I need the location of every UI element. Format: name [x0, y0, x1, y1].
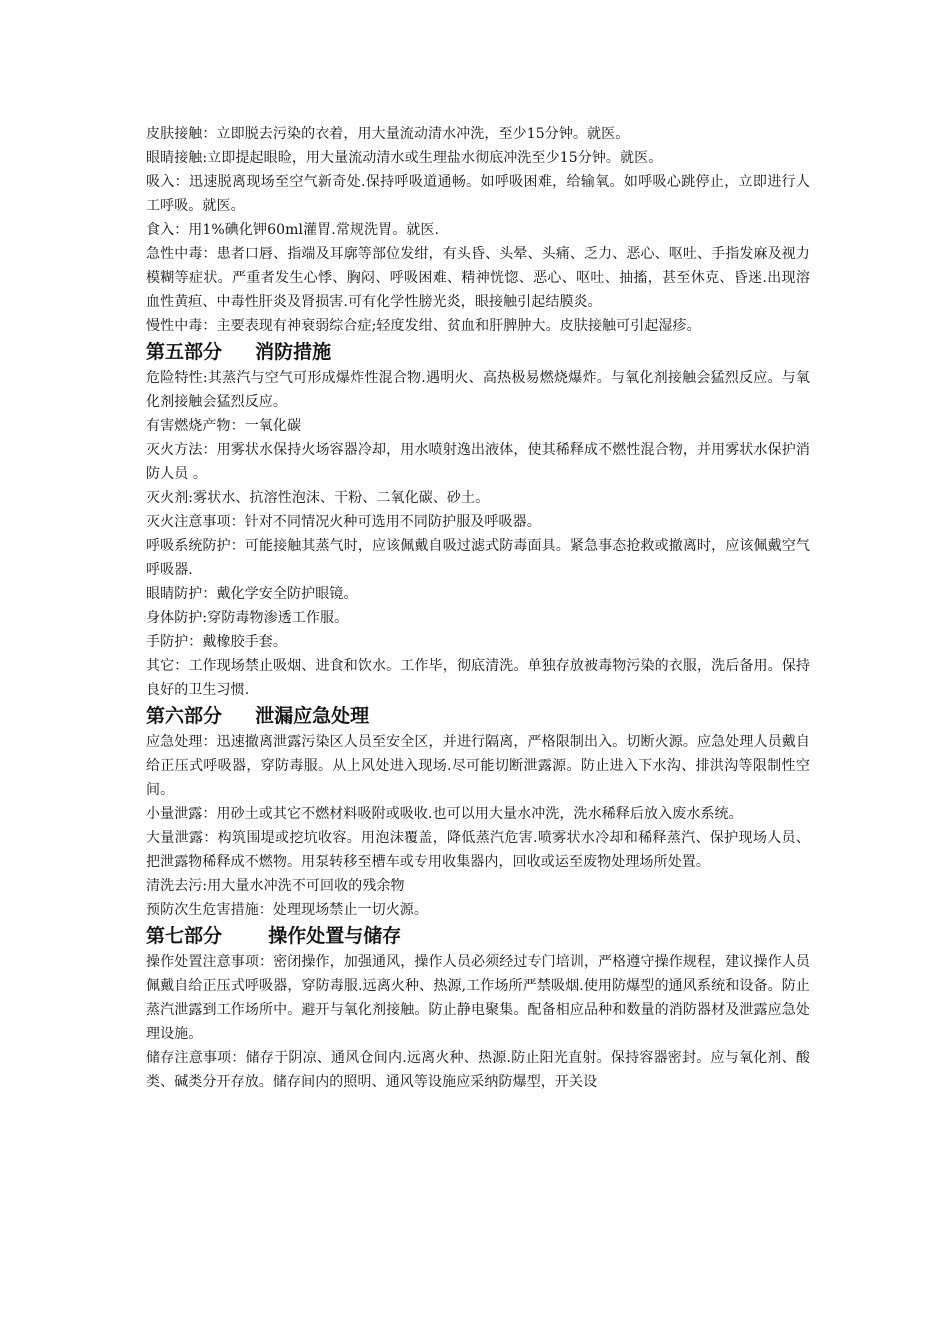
paragraph-small-leak: 小量泄露：用砂土或其它不燃材料吸附或吸收.也可以用大量水冲洗，洗水稀释后放入废水系统。: [146, 806, 743, 822]
section-heading-handling-storage: 第七部分 操作处置与储存: [146, 925, 402, 947]
paragraph-hand-protection: 手防护：戴橡胶手套。: [146, 634, 287, 650]
paragraph-emergency-handling: 应急处理：迅速撤离泄露污染区人员至安全区，并进行隔离，严格限制出入。切断火源。应急处理人员戴自给正压式呼吸器，穿防毒服。从上风处进入现场.尽可能切断泄露源。防止进入下水沟、排洪沟等限制性空间。: [146, 734, 810, 798]
paragraph-handling-notes: 操作处置注意事项：密闭操作，加强通风，操作人员必须经过专门培训，严格遵守操作规程，建议操作人员佩戴自给正压式呼吸器，穿防毒服.远离火种、热源,工作场所严禁吸烟.使用防爆型的通风系统和设备。防止蒸汽泄露到工作场所中。避开与氧化剂接触。防止静电聚集。配备相应品种和数量的消防器材及泄露应急处理设施。: [146, 954, 810, 1042]
paragraph-decontamination: 清洗去污:用大量水冲洗不可回收的残余物: [146, 878, 405, 894]
paragraph-extinguishing-agent: 灭火剂:雾状水、抗溶性泡沫、干粉、二氧化碳、砂土。: [146, 490, 490, 506]
paragraph-combustion-products: 有害燃烧产物：一氧化碳: [146, 418, 302, 434]
paragraph-eye-contact: 眼睛接触:立即提起眼睑，用大量流动清水或生理盐水彻底冲洗至少15分钟。就医。: [146, 150, 663, 166]
paragraph-extinguishing-method: 灭火方法：用雾状水保持火场容器冷却，用水喷射逸出液体，使其稀释成不燃性混合物，并用雾状水保护消防人员 。: [146, 442, 810, 482]
paragraph-large-leak: 大量泄露：构筑围堤或挖坑收容。用泡沫覆盖，降低蒸汽危害.喷雾状水冷却和稀释蒸汽、保护现场人员、把泄露物稀释成不燃物。用泵转移至槽车或专用收集器内，回收或运至废物处理场所处置。: [146, 830, 810, 870]
paragraph-firefighting-notes: 灭火注意事项：针对不同情况火种可选用不同防护服及呼吸器。: [146, 514, 541, 530]
paragraph-storage-notes: 储存注意事项：储存于阴凉、通风仓间内.远离火种、热源.防止阳光直射。保持容器密封。应与氧化剂、酸类、碱类分开存放。储存间内的照明、通风等设施应采纳防爆型，开关设: [146, 1050, 810, 1090]
paragraph-eye-protection: 眼睛防护：戴化学安全防护眼镜。: [146, 586, 358, 602]
paragraph-other: 其它：工作现场禁止吸烟、进食和饮水。工作毕，彻底清洗。单独存放被毒物污染的衣服，洗后备用。保持良好的卫生习惯.: [146, 658, 810, 698]
paragraph-skin-contact: 皮肤接触：立即脱去污染的衣着，用大量流动清水冲洗，至少15分钟。就医。: [146, 126, 630, 142]
paragraph-respiratory-protection: 呼吸系统防护：可能接触其蒸气时，应该佩戴自吸过滤式防毒面具。紧急事态抢救或撤离时，应该佩戴空气呼吸器.: [146, 538, 810, 578]
document-page: [146, 122, 810, 1094]
paragraph-ingestion: 食入：用1%碘化钾60ml灌胃.常规洗胃。就医.: [146, 222, 440, 238]
section-heading-fire-fighting: 第五部分 消防措施: [146, 341, 332, 363]
paragraph-hazard-properties: 危险特性:其蒸汽与空气可形成爆炸性混合物.遇明火、高热极易燃烧爆炸。与氧化剂接触会猛烈反应。与氧化剂接触会猛烈反应。: [146, 370, 810, 410]
paragraph-inhalation: 吸入：迅速脱离现场至空气新奇处.保持呼吸道通畅。如呼吸困难，给输氧。如呼吸心跳停止，立即进行人工呼吸。就医。: [146, 174, 810, 214]
paragraph-acute-poisoning: 急性中毒：患者口唇、指端及耳廓等部位发绀，有头昏、头晕、头痛、乏力、恶心、呕吐、手指发麻及视力模糊等症状。严重者发生心悸、胸闷、呼吸困难、精神恍惚、恶心、呕吐、抽搐，甚至休克、昏迷.出现溶血性黄疸、中毒性肝炎及肾损害.可有化学性膀光炎，眼接触引起结膜炎。: [146, 246, 810, 310]
section-heading-leak-response: 第六部分 泄漏应急处理: [146, 705, 370, 727]
paragraph-body-protection: 身体防护:穿防毒物渗透工作服。: [146, 610, 349, 626]
paragraph-chronic-poisoning: 慢性中毒：主要表现有神衰弱综合症;轻度发绀、贫血和肝脾肿大。皮肤接触可引起湿疹。: [146, 318, 701, 334]
paragraph-secondary-hazard-prevention: 预防次生危害措施：处理现场禁止一切火源。: [146, 902, 428, 918]
